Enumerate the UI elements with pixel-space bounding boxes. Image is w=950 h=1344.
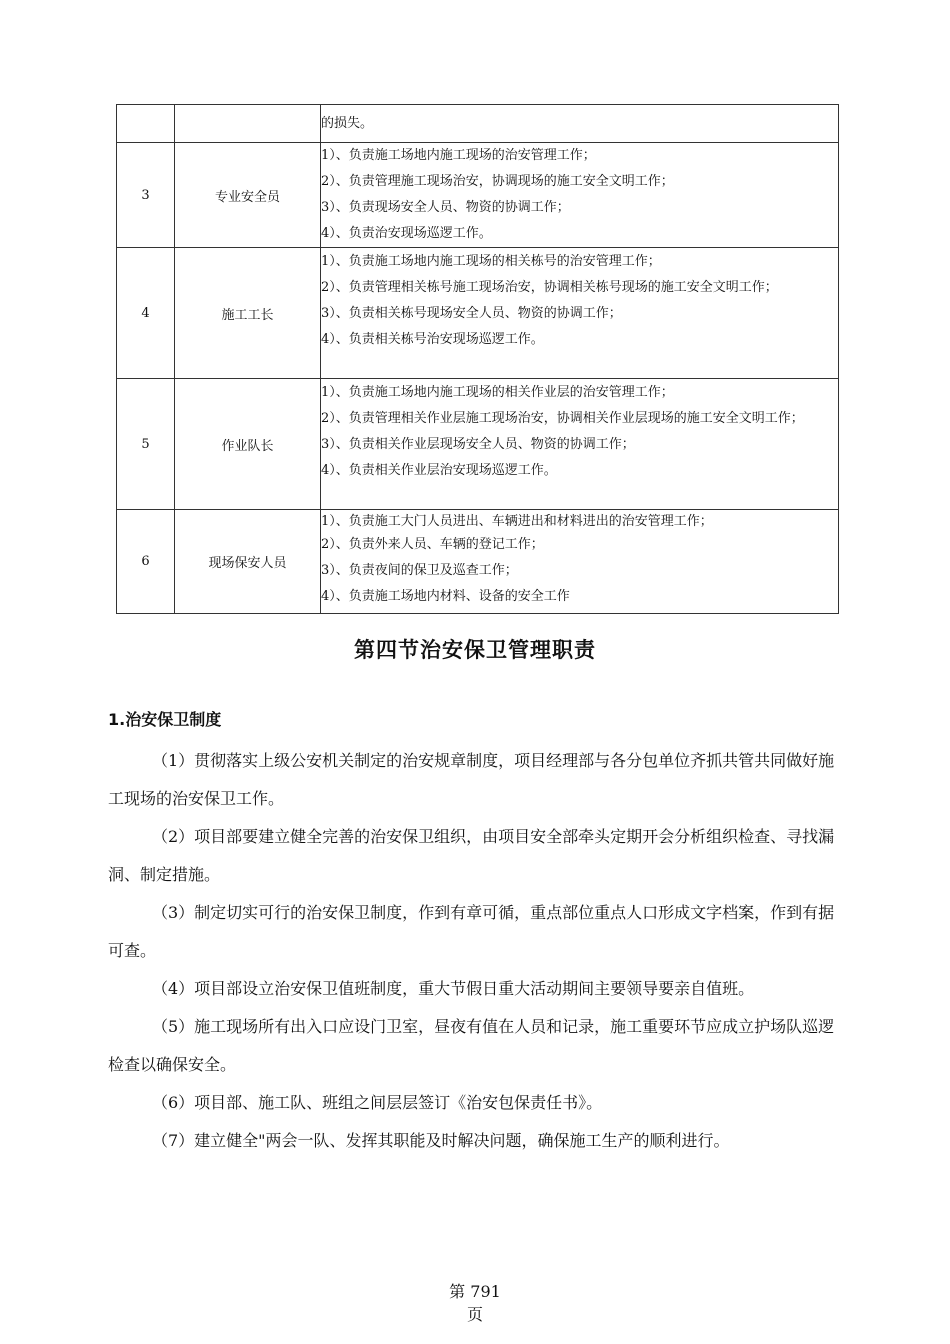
duties-cell [321, 143, 839, 248]
table-row [117, 248, 839, 379]
duty-line: 4）、负责相关栋号治安现场巡逻工作。 [321, 331, 544, 347]
duty-line: 2）、负责外来人员、车辆的登记工作； [321, 536, 544, 552]
page-number-line1: 第 791 [449, 1282, 501, 1301]
duty-line: 3）、负责现场安全人员、物资的协调工作； [321, 200, 570, 215]
role-cell: 专业安全员 [175, 143, 321, 248]
subheading: 1.治安保卫制度 [108, 710, 222, 729]
table-row [117, 510, 839, 614]
role-cell: 作业队长 [175, 379, 321, 510]
table-row [117, 105, 839, 143]
table-row [117, 379, 839, 510]
paragraph: （4）项目部设立治安保卫值班制度，重大节假日重大活动期间主要领导要亲自值班。 [152, 979, 755, 998]
body-text [108, 742, 848, 1160]
row-number-cell: 3 [117, 143, 175, 248]
duty-line: 3）、负责相关作业层现场安全人员、物资的协调工作； [321, 436, 635, 452]
duty-line: 2）、负责管理相关栋号施工现场治安，协调相关栋号现场的施工安全文明工作； [321, 279, 778, 295]
row-number-cell: 5 [117, 379, 175, 510]
duties-cell [321, 248, 839, 379]
duty-table [116, 104, 839, 614]
role-cell: 现场保安人员 [175, 510, 321, 614]
role-cell [175, 105, 321, 143]
duty-line: 1）、负责施工大门人员进出、车辆进出和材料进出的治安管理工作； [321, 513, 713, 529]
duty-line: 1）、负责施工场地内施工现场的相关栋号的治安管理工作； [321, 253, 661, 269]
paragraph: （2）项目部要建立健全完善的治安保卫组织，由项目安全部牵头定期开会分析组织检查、寻找漏洞、制定措施。 [108, 827, 835, 884]
paragraph: （6）项目部、施工队、班组之间层层签订《治安包保责任书》。 [152, 1093, 603, 1112]
duties-cell [321, 379, 839, 510]
duties-cell [321, 510, 839, 614]
paragraph: （3）制定切实可行的治安保卫制度，作到有章可循，重点部位重点人口形成文字档案，作到有据可查。 [108, 903, 835, 960]
section-title: 第四节治安保卫管理职责 [354, 638, 596, 662]
paragraph: （5）施工现场所有出入口应设门卫室，昼夜有值在人员和记录，施工重要环节应成立护场队巡逻检查以确保安全。 [108, 1017, 835, 1074]
duty-line: 2）、负责管理施工现场治安，协调现场的施工安全文明工作； [321, 174, 674, 189]
page-number [420, 1280, 530, 1326]
duty-line: 3）、负责夜间的保卫及巡查工作； [321, 562, 518, 578]
row-number-cell: 6 [117, 510, 175, 614]
table-row [117, 143, 839, 248]
row-number-cell [117, 105, 175, 143]
duty-line: 的损失。 [321, 115, 374, 131]
role-cell: 施工工长 [175, 248, 321, 379]
duties-cell [321, 105, 839, 143]
duty-line: 2）、负责管理相关作业层施工现场治安，协调相关作业层现场的施工安全文明工作； [321, 410, 804, 426]
duty-line: 4）、负责施工场地内材料、设备的安全工作 [321, 588, 570, 604]
duty-line: 3）、负责相关栋号现场安全人员、物资的协调工作； [321, 305, 622, 321]
duty-line: 1）、负责施工场地内施工现场的治安管理工作； [321, 148, 596, 163]
row-number-cell: 4 [117, 248, 175, 379]
paragraph: （7）建立健全"两会一队、发挥其职能及时解决问题，确保施工生产的顺利进行。 [152, 1131, 730, 1150]
duty-line: 1）、负责施工场地内施工现场的相关作业层的治安管理工作； [321, 384, 674, 400]
paragraph: （1）贯彻落实上级公安机关制定的治安规章制度，项目经理部与各分包单位齐抓共管共同做好施工现场的治安保卫工作。 [108, 751, 835, 808]
page-number-line2: 页 [466, 1305, 483, 1324]
duty-line: 4）、负责相关作业层治安现场巡逻工作。 [321, 462, 557, 478]
duty-line: 4）、负责治安现场巡逻工作。 [321, 226, 492, 241]
